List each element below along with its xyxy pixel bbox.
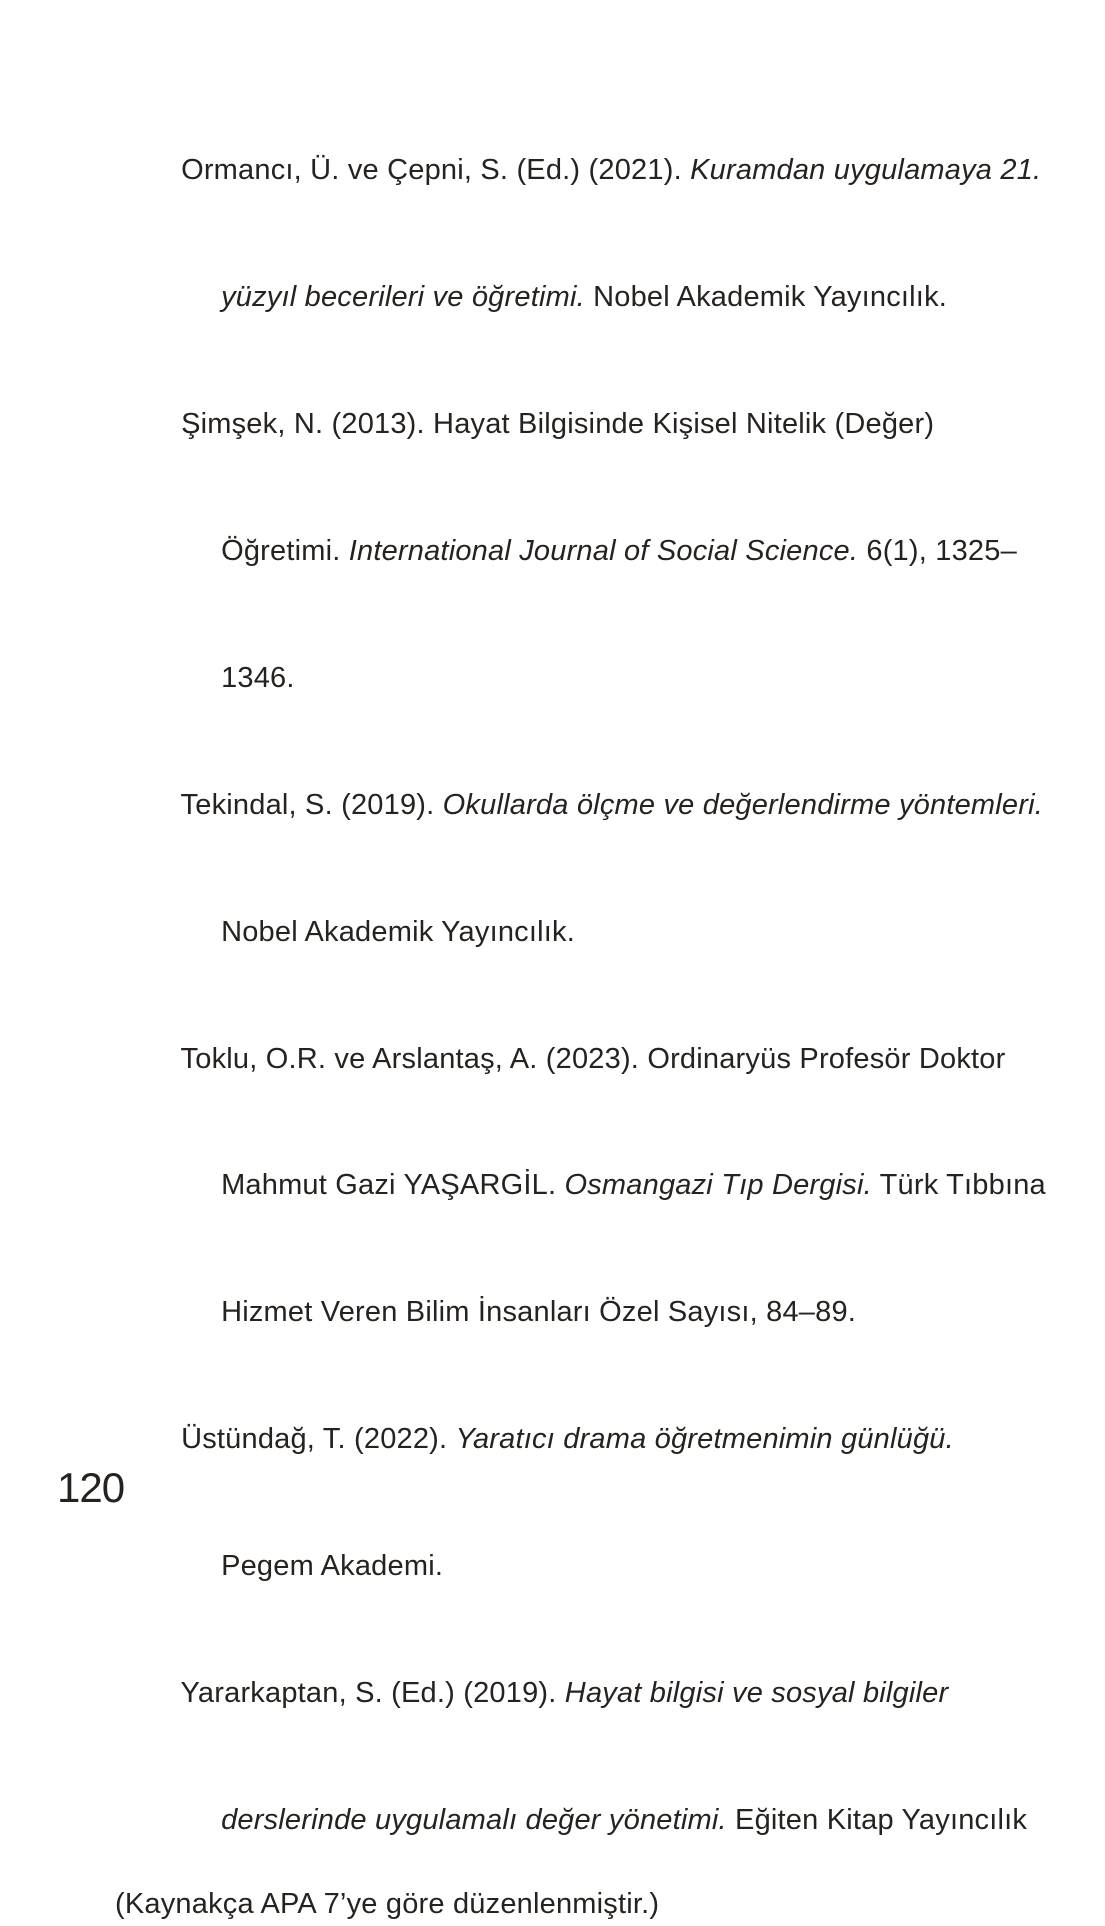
reference-entry [115,995,1046,1376]
reference-authors-year: Şimşek, N. (2013). Hayat Bilgisinde Kişisel Nitelik (Değer) [181,408,935,441]
page-number: 120 [57,1464,125,1511]
reference-line [115,995,1046,1122]
reference-authors-year: Tekindal, S. (2019). [180,788,443,821]
reference-article-title: Mahmut Gazi YAŞARGİL. [221,1169,565,1202]
reference-line [115,1376,1046,1503]
reference-title-italic: Okullarda ölçme ve değerlendirme yöntemleri. [442,788,1044,821]
apa-note: (Kaynakça APA 7’ye göre düzenlenmiştir.) [115,1888,660,1921]
reference-publisher: Eğiten Kitap Yayıncılık [726,1803,1028,1836]
reference-publisher: Nobel Akademik Yayıncılık. [221,915,575,948]
reference-line [155,1503,1046,1630]
reference-pages: Hizmet Veren Bilim İnsanları Özel Sayısı, 84–89. [221,1296,857,1329]
reference-line [155,1249,1046,1376]
reference-authors-year: Yararkaptan, S. (Ed.) (2019). [180,1676,565,1709]
reference-line [155,1122,1046,1249]
reference-entry [115,741,1046,995]
reference-line [115,1630,1046,1757]
reference-journal-italic: International Journal of Social Science. [348,534,859,567]
reference-article-title: Öğretimi. [221,534,349,567]
reference-title-italic: Kuramdan uygulamaya 21. [690,154,1042,187]
reference-volume-pages: 6(1), 1325– [858,534,1017,567]
reference-publisher: Nobel Akademik Yayıncılık. [584,281,948,314]
reference-authors-year: Toklu, O.R. ve Arslantaş, A. (2023). Ordinaryüs Profesör Doktor [180,1042,1006,1075]
reference-line [115,107,1046,234]
reference-title-italic: yüzyıl becerileri ve öğretimi. [221,281,585,314]
reference-line [115,361,1046,488]
reference-title-italic: Hayat bilgisi ve sosyal bilgiler [564,1676,949,1709]
reference-entry [115,107,1046,361]
reference-title-italic: derslerinde uygulamalı değer yönetimi. [221,1803,727,1836]
reference-title-italic: Yaratıcı drama öğretmenimin günlüğü. [455,1423,954,1456]
reference-entry [115,361,1046,742]
reference-issue-info: Türk Tıbbına [871,1169,1046,1202]
reference-authors-year: Ormancı, Ü. ve Çepni, S. (Ed.) (2021). [181,154,691,187]
reference-entry [115,1630,1046,1884]
reference-journal-italic: Osmangazi Tıp Dergisi. [564,1169,872,1202]
reference-line [115,741,1046,868]
reference-publisher: Pegem Akademi. [221,1550,444,1583]
reference-line [155,234,1046,361]
reference-line [155,1757,1046,1884]
reference-entry [115,1376,1046,1630]
bibliography [115,107,1046,1926]
reference-line [155,615,1046,742]
reference-pages: 1346. [221,661,295,694]
reference-line [155,488,1046,615]
reference-authors-year: Üstündağ, T. (2022). [181,1423,456,1456]
reference-line [155,868,1046,995]
